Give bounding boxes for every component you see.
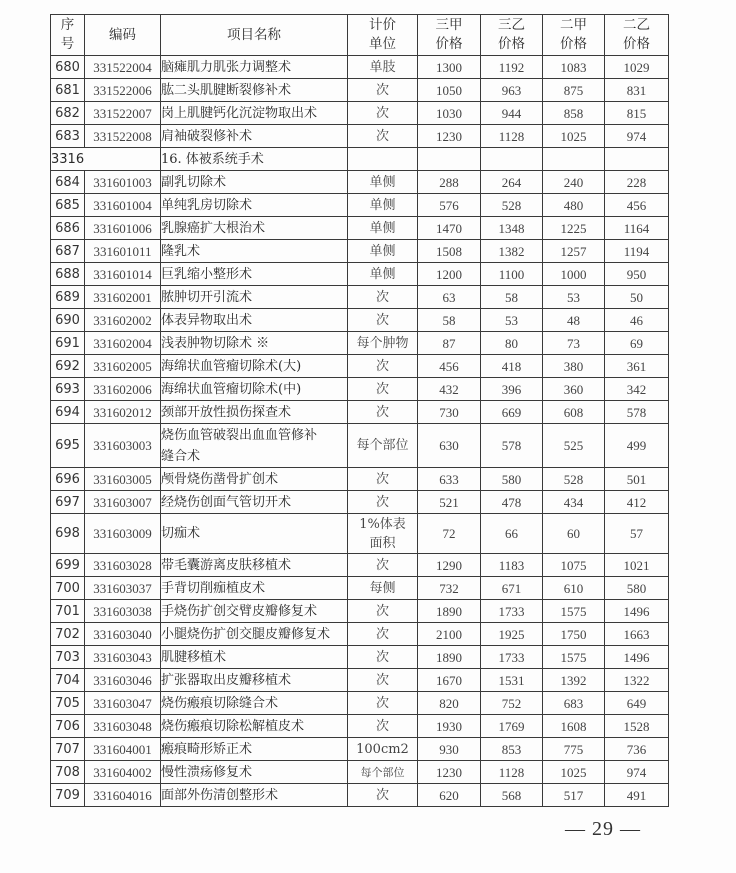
price-3b: 1925 [481, 623, 543, 646]
price-2b: 1663 [605, 623, 669, 646]
row-unit: 次 [348, 79, 418, 102]
row-seq: 690 [51, 309, 85, 332]
row-seq: 687 [51, 240, 85, 263]
row-seq: 707 [51, 738, 85, 761]
row-code: 331601004 [85, 194, 161, 217]
price-3b: 1348 [481, 217, 543, 240]
price-3b: 1769 [481, 715, 543, 738]
row-code: 331603043 [85, 646, 161, 669]
price-3b: 396 [481, 378, 543, 401]
table-row [51, 784, 669, 807]
row-seq: 709 [51, 784, 85, 807]
price-2b: 50 [605, 286, 669, 309]
row-name: 乳腺癌扩大根治术 [161, 217, 348, 240]
row-unit: 次 [348, 309, 418, 332]
price-2a: 683 [543, 692, 605, 715]
price-2a: 610 [543, 577, 605, 600]
header-code: 编码 [85, 15, 161, 56]
row-name: 瘢痕畸形矫正术 [161, 738, 348, 761]
table-row [51, 309, 669, 332]
price-table [50, 14, 669, 807]
table-body [51, 56, 669, 807]
price-2b: 1029 [605, 56, 669, 79]
price-3a: 63 [418, 286, 481, 309]
row-seq: 692 [51, 355, 85, 378]
price-3a: 633 [418, 468, 481, 491]
row-code: 331603007 [85, 491, 161, 514]
row-name: 慢性溃疡修复术 [161, 761, 348, 784]
price-2b: 1322 [605, 669, 669, 692]
row-code: 331601014 [85, 263, 161, 286]
section-row [51, 148, 669, 171]
row-unit: 单侧 [348, 240, 418, 263]
row-code: 331601011 [85, 240, 161, 263]
price-2b: 1496 [605, 600, 669, 623]
table-row [51, 692, 669, 715]
price-2b: 1528 [605, 715, 669, 738]
row-name: 脑瘫肌力肌张力调整术 [161, 56, 348, 79]
table-row [51, 738, 669, 761]
header-price-3a: 三甲 价格 [418, 15, 481, 56]
price-3a: 1300 [418, 56, 481, 79]
row-unit: 单侧 [348, 263, 418, 286]
row-unit: 单侧 [348, 171, 418, 194]
row-code: 331522008 [85, 125, 161, 148]
row-code: 331602004 [85, 332, 161, 355]
price-2a: 240 [543, 171, 605, 194]
row-unit: 次 [348, 600, 418, 623]
price-3a: 620 [418, 784, 481, 807]
price-3a: 1030 [418, 102, 481, 125]
row-unit: 每个部位 [348, 761, 418, 784]
row-name: 手背切削痂植皮术 [161, 577, 348, 600]
row-code: 331603047 [85, 692, 161, 715]
price-3a: 930 [418, 738, 481, 761]
row-seq: 680 [51, 56, 85, 79]
row-seq: 686 [51, 217, 85, 240]
row-seq: 705 [51, 692, 85, 715]
price-3b: 1382 [481, 240, 543, 263]
row-code: 331603048 [85, 715, 161, 738]
row-code: 331522006 [85, 79, 161, 102]
price-2a: 1750 [543, 623, 605, 646]
row-seq: 698 [51, 514, 85, 554]
row-unit: 单侧 [348, 194, 418, 217]
price-2a: 1083 [543, 56, 605, 79]
table-row [51, 669, 669, 692]
price-2a: 1025 [543, 761, 605, 784]
row-seq: 708 [51, 761, 85, 784]
page-number: — 29 — [565, 818, 641, 840]
price-3a: 1230 [418, 125, 481, 148]
table-row [51, 56, 669, 79]
row-code: 331603038 [85, 600, 161, 623]
table-row [51, 715, 669, 738]
price-2b: 228 [605, 171, 669, 194]
row-code: 331602006 [85, 378, 161, 401]
price-2a: 775 [543, 738, 605, 761]
price-3a: 630 [418, 424, 481, 468]
row-name: 巨乳缩小整形术 [161, 263, 348, 286]
row-name: 经烧伤创面气管切开术 [161, 491, 348, 514]
header-name: 项目名称 [161, 15, 348, 56]
price-2a: 875 [543, 79, 605, 102]
price-3b: 963 [481, 79, 543, 102]
row-unit: 次 [348, 554, 418, 577]
price-3a: 58 [418, 309, 481, 332]
price-3b: 944 [481, 102, 543, 125]
price-3b: 669 [481, 401, 543, 424]
row-code: 331601003 [85, 171, 161, 194]
price-2a: 360 [543, 378, 605, 401]
row-code: 331603003 [85, 424, 161, 468]
row-code: 331603009 [85, 514, 161, 554]
price-3a: 1470 [418, 217, 481, 240]
empty-cell [543, 148, 605, 171]
price-3a: 456 [418, 355, 481, 378]
row-seq: 685 [51, 194, 85, 217]
row-name: 海绵状血管瘤切除术(中) [161, 378, 348, 401]
section-name: 16. 体被系统手术 [161, 148, 348, 171]
price-2b: 1194 [605, 240, 669, 263]
section-code: 3316 [51, 148, 161, 171]
price-2b: 974 [605, 761, 669, 784]
row-name: 肌腱移植术 [161, 646, 348, 669]
price-2a: 858 [543, 102, 605, 125]
price-2a: 1000 [543, 263, 605, 286]
row-name: 脓肿切开引流术 [161, 286, 348, 309]
row-seq: 706 [51, 715, 85, 738]
price-2a: 53 [543, 286, 605, 309]
row-seq: 682 [51, 102, 85, 125]
price-3b: 1531 [481, 669, 543, 692]
row-code: 331602001 [85, 286, 161, 309]
price-3b: 528 [481, 194, 543, 217]
price-3b: 264 [481, 171, 543, 194]
row-unit: 每侧 [348, 577, 418, 600]
table-row [51, 217, 669, 240]
row-name: 面部外伤清创整形术 [161, 784, 348, 807]
row-unit: 单侧 [348, 217, 418, 240]
row-seq: 689 [51, 286, 85, 309]
row-code: 331603040 [85, 623, 161, 646]
price-2b: 1021 [605, 554, 669, 577]
row-code: 331602002 [85, 309, 161, 332]
price-3b: 578 [481, 424, 543, 468]
row-unit: 次 [348, 784, 418, 807]
header-price-3b: 三乙 价格 [481, 15, 543, 56]
price-3b: 66 [481, 514, 543, 554]
price-2b: 57 [605, 514, 669, 554]
price-2a: 480 [543, 194, 605, 217]
price-3a: 576 [418, 194, 481, 217]
price-3b: 1128 [481, 761, 543, 784]
row-unit: 次 [348, 401, 418, 424]
price-2b: 46 [605, 309, 669, 332]
row-unit: 次 [348, 378, 418, 401]
price-2b: 736 [605, 738, 669, 761]
row-name: 烧伤瘢痕切除松解植皮术 [161, 715, 348, 738]
empty-cell [418, 148, 481, 171]
price-3a: 1230 [418, 761, 481, 784]
row-code: 331603046 [85, 669, 161, 692]
row-name: 颅骨烧伤凿骨扩创术 [161, 468, 348, 491]
price-2a: 525 [543, 424, 605, 468]
price-2a: 1225 [543, 217, 605, 240]
table-row [51, 378, 669, 401]
row-unit: 100cm2 [348, 738, 418, 761]
row-name: 切痂术 [161, 514, 348, 554]
row-code: 331604001 [85, 738, 161, 761]
row-unit: 每个肿物 [348, 332, 418, 355]
price-3b: 568 [481, 784, 543, 807]
row-code: 331602012 [85, 401, 161, 424]
row-unit: 单肢 [348, 56, 418, 79]
price-3b: 1100 [481, 263, 543, 286]
table-row [51, 646, 669, 669]
row-code: 331522004 [85, 56, 161, 79]
row-seq: 703 [51, 646, 85, 669]
row-unit: 次 [348, 102, 418, 125]
table-header-row [51, 15, 669, 56]
row-seq: 696 [51, 468, 85, 491]
price-3b: 418 [481, 355, 543, 378]
row-seq: 701 [51, 600, 85, 623]
row-seq: 691 [51, 332, 85, 355]
row-unit: 次 [348, 715, 418, 738]
row-unit: 次 [348, 646, 418, 669]
row-code: 331602005 [85, 355, 161, 378]
price-2b: 499 [605, 424, 669, 468]
price-3b: 53 [481, 309, 543, 332]
price-3b: 478 [481, 491, 543, 514]
price-2a: 48 [543, 309, 605, 332]
header-price-2b: 二乙 价格 [605, 15, 669, 56]
empty-cell [605, 148, 669, 171]
price-2b: 361 [605, 355, 669, 378]
row-name: 烧伤瘢痕切除缝合术 [161, 692, 348, 715]
table-row [51, 102, 669, 125]
price-2a: 1075 [543, 554, 605, 577]
price-3b: 80 [481, 332, 543, 355]
table-row [51, 623, 669, 646]
row-name: 扩张器取出皮瓣移植术 [161, 669, 348, 692]
price-2b: 456 [605, 194, 669, 217]
row-name: 岗上肌腱钙化沉淀物取出术 [161, 102, 348, 125]
price-2a: 1392 [543, 669, 605, 692]
row-unit: 次 [348, 623, 418, 646]
table-row [51, 79, 669, 102]
table-row [51, 468, 669, 491]
row-name: 体表异物取出术 [161, 309, 348, 332]
price-2a: 434 [543, 491, 605, 514]
price-3b: 752 [481, 692, 543, 715]
price-3a: 1508 [418, 240, 481, 263]
price-3a: 72 [418, 514, 481, 554]
row-code: 331603037 [85, 577, 161, 600]
row-seq: 704 [51, 669, 85, 692]
row-unit: 次 [348, 669, 418, 692]
row-code: 331604016 [85, 784, 161, 807]
price-2a: 1608 [543, 715, 605, 738]
price-2a: 1575 [543, 646, 605, 669]
price-3a: 1290 [418, 554, 481, 577]
row-name: 手烧伤扩创交臂皮瓣修复术 [161, 600, 348, 623]
table-row [51, 332, 669, 355]
price-3b: 853 [481, 738, 543, 761]
price-3b: 58 [481, 286, 543, 309]
price-3b: 580 [481, 468, 543, 491]
table-row [51, 240, 669, 263]
table-row [51, 355, 669, 378]
price-3a: 1670 [418, 669, 481, 692]
price-3b: 1733 [481, 646, 543, 669]
row-name: 肩袖破裂修补术 [161, 125, 348, 148]
price-2b: 649 [605, 692, 669, 715]
price-2a: 1575 [543, 600, 605, 623]
price-2a: 73 [543, 332, 605, 355]
price-2a: 528 [543, 468, 605, 491]
row-seq: 683 [51, 125, 85, 148]
price-2a: 60 [543, 514, 605, 554]
row-unit: 次 [348, 355, 418, 378]
row-unit: 1%体表面积 [348, 514, 418, 554]
row-code: 331604002 [85, 761, 161, 784]
price-2b: 950 [605, 263, 669, 286]
price-3a: 1050 [418, 79, 481, 102]
price-3b: 1733 [481, 600, 543, 623]
price-2b: 342 [605, 378, 669, 401]
row-seq: 700 [51, 577, 85, 600]
price-2b: 1164 [605, 217, 669, 240]
table-row [51, 554, 669, 577]
price-2b: 831 [605, 79, 669, 102]
price-3a: 432 [418, 378, 481, 401]
price-3a: 1200 [418, 263, 481, 286]
table-row [51, 401, 669, 424]
price-2a: 517 [543, 784, 605, 807]
price-3a: 732 [418, 577, 481, 600]
price-3a: 2100 [418, 623, 481, 646]
price-3b: 1192 [481, 56, 543, 79]
price-2b: 974 [605, 125, 669, 148]
price-2b: 1496 [605, 646, 669, 669]
row-seq: 681 [51, 79, 85, 102]
price-3a: 288 [418, 171, 481, 194]
row-name: 海绵状血管瘤切除术(大) [161, 355, 348, 378]
price-3b: 671 [481, 577, 543, 600]
table-row [51, 286, 669, 309]
row-seq: 695 [51, 424, 85, 468]
row-name: 浅表肿物切除术 ※ [161, 332, 348, 355]
table-row [51, 577, 669, 600]
table-row [51, 514, 669, 554]
row-name: 副乳切除术 [161, 171, 348, 194]
price-2a: 1257 [543, 240, 605, 263]
header-seq: 序 号 [51, 15, 85, 56]
price-3a: 1930 [418, 715, 481, 738]
price-2b: 491 [605, 784, 669, 807]
price-2b: 501 [605, 468, 669, 491]
price-2b: 815 [605, 102, 669, 125]
price-3a: 521 [418, 491, 481, 514]
row-seq: 684 [51, 171, 85, 194]
price-2b: 69 [605, 332, 669, 355]
row-name: 肱二头肌腱断裂修补术 [161, 79, 348, 102]
row-code: 331603028 [85, 554, 161, 577]
row-seq: 699 [51, 554, 85, 577]
price-3a: 87 [418, 332, 481, 355]
row-seq: 697 [51, 491, 85, 514]
row-code: 331522007 [85, 102, 161, 125]
price-3b: 1183 [481, 554, 543, 577]
row-seq: 702 [51, 623, 85, 646]
row-name: 颈部开放性损伤探查术 [161, 401, 348, 424]
price-2b: 578 [605, 401, 669, 424]
price-2a: 380 [543, 355, 605, 378]
empty-cell [348, 148, 418, 171]
row-unit: 次 [348, 692, 418, 715]
row-name: 单纯乳房切除术 [161, 194, 348, 217]
row-name: 小腿烧伤扩创交腿皮瓣修复术 [161, 623, 348, 646]
table-row [51, 171, 669, 194]
header-price-2a: 二甲 价格 [543, 15, 605, 56]
row-code: 331601006 [85, 217, 161, 240]
row-unit: 次 [348, 491, 418, 514]
price-2b: 580 [605, 577, 669, 600]
price-3a: 1890 [418, 600, 481, 623]
price-3a: 820 [418, 692, 481, 715]
table-row [51, 424, 669, 468]
row-unit: 次 [348, 468, 418, 491]
row-seq: 693 [51, 378, 85, 401]
row-code: 331603005 [85, 468, 161, 491]
row-unit: 次 [348, 125, 418, 148]
table-row [51, 600, 669, 623]
row-name: 带毛囊游离皮肤移植术 [161, 554, 348, 577]
row-seq: 694 [51, 401, 85, 424]
row-name: 隆乳术 [161, 240, 348, 263]
header-unit: 计价 单位 [348, 15, 418, 56]
price-3a: 1890 [418, 646, 481, 669]
row-unit: 次 [348, 286, 418, 309]
table-row [51, 125, 669, 148]
price-2a: 1025 [543, 125, 605, 148]
price-2a: 608 [543, 401, 605, 424]
row-seq: 688 [51, 263, 85, 286]
price-3b: 1128 [481, 125, 543, 148]
empty-cell [481, 148, 543, 171]
price-2b: 412 [605, 491, 669, 514]
row-unit: 每个部位 [348, 424, 418, 468]
row-name: 烧伤血管破裂出血血管修补缝合术 [161, 424, 348, 468]
price-3a: 730 [418, 401, 481, 424]
table-row [51, 761, 669, 784]
table-row [51, 491, 669, 514]
table-row [51, 263, 669, 286]
table-row [51, 194, 669, 217]
